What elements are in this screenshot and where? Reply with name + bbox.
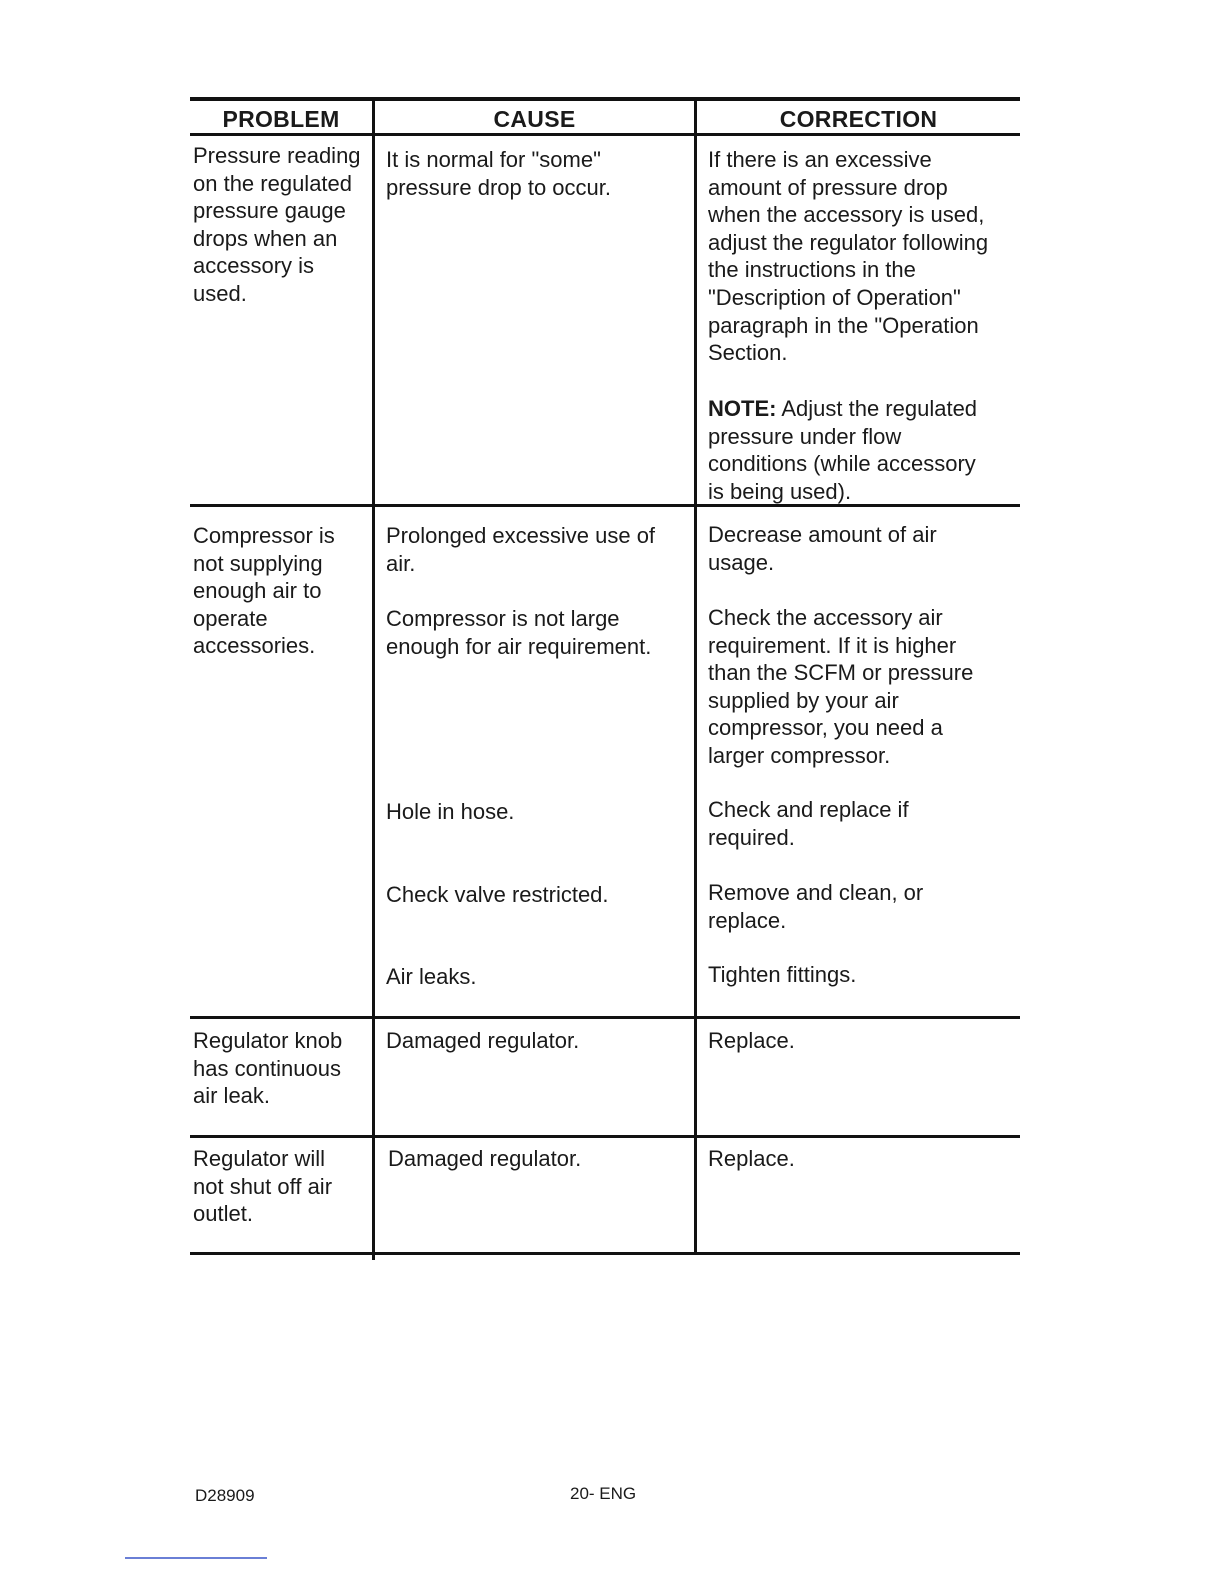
correction-note — [708, 395, 977, 505]
problem-cell: Regulator knob has continuous air leak. — [193, 1028, 343, 1109]
correction-cell: Check the accessory air requirement. If it is higher than the SCFM or pressure supplied by your air compressor, you need a larger compressor. — [708, 605, 974, 768]
row-divider-3 — [190, 1135, 1020, 1138]
note-text: Adjust the regulated pressure under flow conditions (while accessory is being used). — [708, 396, 978, 504]
header-problem: PROBLEM — [222, 106, 340, 132]
correction-cell: Replace. — [708, 1028, 795, 1053]
cause-cell: Damaged regulator. — [386, 1028, 580, 1053]
correction-cell: Check and replace if required. — [708, 797, 909, 850]
cause-cell: Damaged regulator. — [388, 1146, 582, 1171]
header-cause: CAUSE — [493, 106, 576, 132]
header-correction: CORRECTION — [779, 106, 938, 132]
cause-cell: Hole in hose. — [386, 799, 515, 824]
table-bottom-rule — [190, 1252, 1020, 1255]
page-number: 20- ENG — [570, 1484, 637, 1503]
column-divider-2 — [694, 97, 697, 1255]
row-divider-2 — [190, 1016, 1020, 1019]
correction-cell: Replace. — [708, 1146, 795, 1171]
column-divider-1 — [372, 97, 375, 1260]
cause-cell: Check valve restricted. — [386, 882, 609, 907]
cause-cell: Prolonged excessive use of air. — [386, 523, 656, 576]
document-number: D28909 — [195, 1486, 255, 1505]
note-label: NOTE: — [708, 396, 777, 421]
correction-cell: Tighten fittings. — [708, 962, 857, 987]
cause-cell: It is normal for "some" pressure drop to occur. — [386, 147, 612, 200]
problem-cell: Regulator will not shut off air outlet. — [193, 1146, 333, 1227]
correction-cell: If there is an excessive amount of pressure drop when the accessory is used, adjust the regulator following the instructions in the "Description of Operation" paragraph in the "Operation Section. — [708, 147, 989, 366]
cause-cell: Air leaks. — [386, 964, 477, 989]
problem-cell: Pressure reading on the regulated pressure gauge drops when an accessory is used. — [193, 143, 361, 306]
correction-cell: Remove and clean, or replace. — [708, 880, 924, 933]
header-bottom-rule — [190, 133, 1020, 136]
cause-cell: Compressor is not large enough for air requirement. — [386, 606, 652, 659]
correction-cell: Decrease amount of air usage. — [708, 522, 937, 575]
table-top-rule — [190, 97, 1020, 101]
problem-cell: Compressor is not supplying enough air to operate accessories. — [193, 523, 335, 659]
decorative-underline — [125, 1557, 267, 1559]
